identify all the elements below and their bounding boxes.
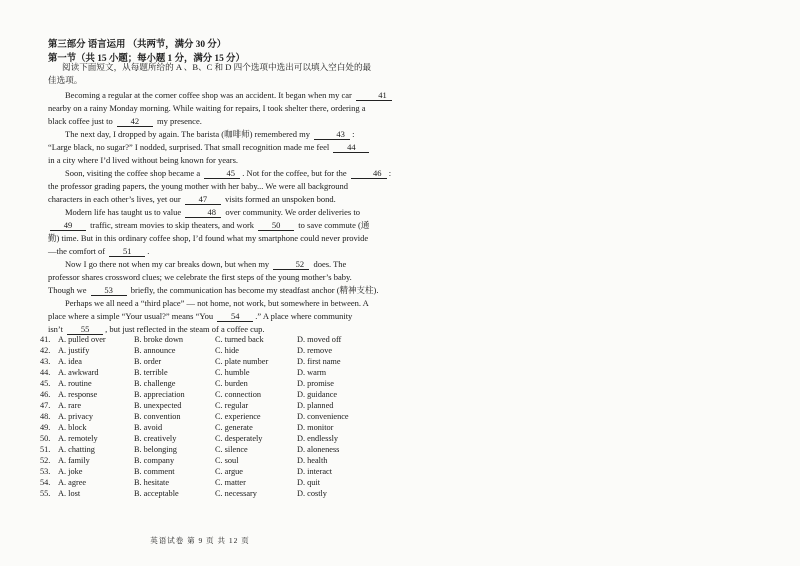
option-b: B. order <box>134 357 162 367</box>
option-a: A. privacy <box>58 412 94 422</box>
option-d: D. planned <box>297 401 334 411</box>
option-c: C. regular <box>215 401 249 411</box>
option-c: C. matter <box>215 478 246 488</box>
option-a: A. justify <box>58 346 90 356</box>
passage-line: characters in each other’s lives, yet our 47 visits formed an unspoken bond. <box>48 194 336 204</box>
option-c: C. connection <box>215 390 262 400</box>
option-d: D. warm <box>297 368 327 378</box>
blank-49: 49 <box>50 221 86 231</box>
option-b: B. avoid <box>134 423 163 433</box>
option-d: D. costly <box>297 489 327 499</box>
option-d: D. remove <box>297 346 333 356</box>
passage-line: 49 traffic, stream movies to skip theaters, and work 50 to save commute (通 <box>48 219 378 232</box>
option-row: 42. A. justify B. announce C. hide D. remove <box>40 345 377 356</box>
blank-55: 55 <box>67 325 103 335</box>
passage-line: in a city where I’d lived without being known for years. <box>48 155 239 165</box>
part-heading: 第三部分 语言运用 （共两节，满分 30 分） <box>48 40 227 50</box>
option-b: B. appreciation <box>134 390 185 400</box>
instruction-line-2: 佳选项。 <box>48 75 83 85</box>
blank-48: 48 <box>185 208 221 218</box>
option-a: A. idea <box>58 357 82 367</box>
blank-45: 45 <box>204 169 240 179</box>
option-c: C. soul <box>215 456 239 466</box>
option-row: 49. A. block B. avoid C. generate D. monitor <box>40 422 377 433</box>
options-list <box>40 334 377 499</box>
option-d: D. monitor <box>297 423 334 433</box>
option-b: B. announce <box>134 346 176 356</box>
option-a: A. lost <box>58 489 81 499</box>
option-row: 52. A. family B. company C. soul D. health <box>40 455 377 466</box>
option-b: B. belonging <box>134 445 177 455</box>
option-c: C. silence <box>215 445 248 455</box>
option-d: D. aloneness <box>297 445 340 455</box>
blank-53: 53 <box>91 286 127 296</box>
passage-line: the professor grading papers, the young mother with her baby... We were all background <box>48 181 349 191</box>
option-d: D. endlessly <box>297 434 339 444</box>
option-d: D. health <box>297 456 328 466</box>
blank-54: 54 <box>217 312 253 322</box>
option-c: C. plate number <box>215 357 269 367</box>
option-b: B. challenge <box>134 379 176 389</box>
option-a: A. routine <box>58 379 92 389</box>
option-d: D. quit <box>297 478 321 488</box>
passage-line: Though we 53 briefly, the communication has become my steadfast anchor (精神支柱). <box>48 285 379 295</box>
option-b: B. acceptable <box>134 489 179 499</box>
option-d: D. first name <box>297 357 341 367</box>
option-a: A. agree <box>58 478 87 488</box>
option-b: B. creatively <box>134 434 177 444</box>
option-c: C. experience <box>215 412 261 422</box>
option-row: 41. A. pulled over B. broke down C. turned back D. moved off <box>40 334 377 345</box>
option-row: 44. A. awkward B. terrible C. humble D. warm <box>40 367 377 378</box>
option-d: D. promise <box>297 379 334 389</box>
option-c: C. hide <box>215 346 239 356</box>
passage-line: black coffee just to 42 my presence. <box>48 116 202 126</box>
section-heading: 第一节（共 15 小题；每小题 1 分，满分 15 分） <box>48 54 245 64</box>
option-d: D. convenience <box>297 412 349 422</box>
blank-44: 44 <box>333 143 369 153</box>
option-a: A. remotely <box>58 434 98 444</box>
option-a: A. rare <box>58 401 82 411</box>
blank-42: 42 <box>117 117 153 127</box>
blank-41: 41 <box>356 91 392 101</box>
blank-46: 46 <box>351 169 387 179</box>
option-a: A. pulled over <box>58 335 106 344</box>
option-row: 50. A. remotely B. creatively C. desperately D. endlessly <box>40 433 377 444</box>
option-c: C. generate <box>215 423 253 433</box>
option-b: B. company <box>134 456 175 466</box>
option-c: C. argue <box>215 467 243 477</box>
option-row: 46. A. response B. appreciation C. connection D. guidance <box>40 389 377 400</box>
passage-line: Modern life has taught us to value 48 over community. We order deliveries to <box>65 207 360 217</box>
option-row: 43. A. idea B. order C. plate number D. first name <box>40 356 377 367</box>
option-row: 48. A. privacy B. convention C. experience D. convenience <box>40 411 377 422</box>
option-c: C. necessary <box>215 489 257 499</box>
blank-43: 43 <box>314 130 350 140</box>
option-row: 55. A. lost B. acceptable C. necessary D. costly <box>40 488 377 499</box>
passage-line: The next day, I dropped by again. The barista (咖啡师) remembered my 43 : <box>65 129 355 139</box>
option-row: 47. A. rare B. unexpected C. regular D. planned <box>40 400 377 411</box>
option-b: B. convention <box>134 412 181 422</box>
blank-51: 51 <box>109 247 145 257</box>
passage-line: professor shares crossword clues; we celebrate the first steps of the young mother’s baby. <box>48 272 352 282</box>
option-row: 45. A. routine B. challenge C. burden D. promise <box>40 378 377 389</box>
option-d: D. interact <box>297 467 333 477</box>
passage-line: Becoming a regular at the corner coffee shop was an accident. It began when my car 41 <box>48 89 378 102</box>
option-a: A. chatting <box>58 445 95 455</box>
passage-line: place where a simple “Your usual?” means “You 54 .” A place where community <box>48 311 353 321</box>
passage-line: Perhaps we all need a “third place” — not home, not work, but somewhere in between. A <box>65 298 369 308</box>
option-b: B. terrible <box>134 368 168 378</box>
option-c: C. humble <box>215 368 250 378</box>
option-b: B. broke down <box>134 335 184 344</box>
option-a: A. joke <box>58 467 83 477</box>
instruction-line-1: 阅读下面短文，从每题所给的 A 、B、C 和 D 四个选项中选出可以填入空白处的最 <box>62 62 372 72</box>
passage-line: Now I go there not when my car breaks down, but when my 52 does. The <box>65 259 347 269</box>
blank-50: 50 <box>258 221 294 231</box>
option-c: C. turned back <box>215 335 264 344</box>
option-b: B. hesitate <box>134 478 170 488</box>
option-d: D. moved off <box>297 335 342 344</box>
option-row: 54. A. agree B. hesitate C. matter D. quit <box>40 477 377 488</box>
passage-line: Soon, visiting the coffee shop became a 45 . Not for the coffee, but for the 46 : <box>65 168 392 178</box>
passage-line: —the comfort of 51 . <box>48 246 150 256</box>
option-c: C. desperately <box>215 434 263 444</box>
option-row: 53. A. joke B. comment C. argue D. interact <box>40 466 377 477</box>
option-a: A. response <box>58 390 98 400</box>
passage-line: nearby on a rainy Monday morning. While waiting for repairs, I took shelter there, ordering a <box>48 103 366 113</box>
passage-line: 勤) time. But in this ordinary coffee shop, I’d found what my smartphone could never provide <box>48 233 369 243</box>
option-c: C. burden <box>215 379 248 389</box>
option-b: B. unexpected <box>134 401 182 411</box>
option-a: A. block <box>58 423 87 433</box>
passage-line: isn’t 55 , but just reflected in the steam of a coffee cup. <box>48 324 265 334</box>
page-footer: 英语试卷 第 9 页 共 12 页 <box>150 536 250 545</box>
option-row: 51. A. chatting B. belonging C. silence D. aloneness <box>40 444 377 455</box>
passage-line: “Large black, no sugar?” I nodded, surprised. That small recognition made me feel 44 <box>48 141 378 154</box>
blank-52: 52 <box>273 260 309 270</box>
option-a: A. family <box>58 456 90 466</box>
option-b: B. comment <box>134 467 175 477</box>
blank-47: 47 <box>185 195 221 205</box>
option-d: D. guidance <box>297 390 338 400</box>
option-a: A. awkward <box>58 368 99 378</box>
